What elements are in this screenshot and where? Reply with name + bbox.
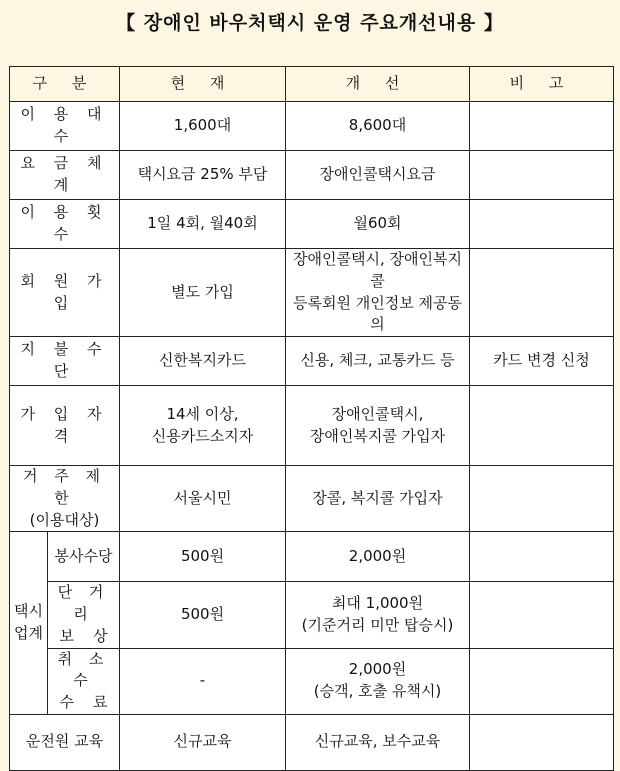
improved-cell: 장콜, 복지콜 가입자	[286, 466, 470, 532]
table-row	[10, 532, 614, 582]
current-cell: 500원	[120, 532, 286, 582]
note-cell	[470, 582, 614, 648]
note-cell	[470, 200, 614, 249]
note-cell	[470, 102, 614, 151]
improved-cell: 월60회	[286, 200, 470, 249]
row-label: 이 용 대 수	[10, 102, 120, 151]
note-cell	[470, 386, 614, 466]
table-row	[10, 466, 614, 532]
improved-cell: 신용, 체크, 교통카드 등	[286, 337, 470, 386]
improved-line: 2,000원	[348, 660, 407, 679]
current-line: 신용카드소지자	[151, 426, 254, 445]
improved-line: 장애인복지콜 가입자	[309, 426, 446, 445]
table-row	[10, 102, 614, 151]
current-cell: 1,600대	[120, 102, 286, 151]
page-title: 【 장애인 바우처택시 운영 주요개선내용 】	[116, 12, 504, 34]
improved-cell: 신규교육, 보수교육	[286, 714, 470, 770]
row-label-line: (이용대상)	[29, 510, 100, 529]
note-cell	[470, 466, 614, 532]
group-label-line: 업계	[14, 624, 43, 642]
improved-line: 최대 1,000원	[331, 594, 424, 613]
current-cell: 500원	[120, 582, 286, 648]
improved-line: (승객, 호출 유책시)	[313, 682, 442, 701]
current-cell: 신규교육	[120, 714, 286, 770]
row-label-line: 거 주 제 한	[22, 467, 106, 507]
current-cell: 별도 가입	[120, 249, 286, 337]
row-label-line: 취 소 수	[57, 649, 110, 690]
improved-cell	[286, 386, 470, 466]
improved-cell	[286, 249, 470, 337]
table-row	[10, 249, 614, 337]
improved-cell: 장애인콜택시요금	[286, 151, 470, 200]
table-row	[10, 582, 614, 648]
improved-cell	[286, 582, 470, 648]
note-cell: 카드 변경 신청	[470, 337, 614, 386]
row-label: 지 불 수 단	[10, 337, 120, 386]
note-cell	[470, 648, 614, 714]
row-label	[48, 582, 120, 648]
header-row	[10, 67, 614, 102]
current-line: 14세 이상,	[166, 404, 239, 423]
table-row	[10, 200, 614, 249]
table-row	[10, 714, 614, 770]
improved-line: (기준거리 미만 탑승시)	[301, 615, 454, 634]
improved-line: 등록회원 개인정보 제공동의	[293, 293, 462, 334]
current-cell: 서울시민	[120, 466, 286, 532]
improved-line: 장애인콜택시,	[331, 404, 424, 423]
current-cell: -	[120, 648, 286, 714]
header-category: 구 분	[10, 67, 120, 102]
improved-cell: 8,600대	[286, 102, 470, 151]
current-cell: 신한복지카드	[120, 337, 286, 386]
row-label-line: 보 상	[59, 626, 108, 645]
current-cell: 택시요금 25% 부담	[120, 151, 286, 200]
note-cell	[470, 249, 614, 337]
current-cell: 1일 4회, 월40회	[120, 200, 286, 249]
improved-cell	[286, 648, 470, 714]
note-cell	[470, 151, 614, 200]
improved-cell: 2,000원	[286, 532, 470, 582]
table-row	[10, 151, 614, 200]
header-improved: 개 선	[286, 67, 470, 102]
row-label: 운전원 교육	[10, 714, 120, 770]
row-label-line: 수 료	[59, 693, 108, 711]
row-label: 요 금 체 계	[10, 151, 120, 200]
row-label: 회 원 가 입	[10, 249, 120, 337]
row-label: 가 입 자 격	[10, 386, 120, 466]
row-label	[48, 648, 120, 714]
header-current: 현 재	[120, 67, 286, 102]
improved-line: 장애인콜택시, 장애인복지콜	[293, 250, 462, 290]
taxi-group-label	[10, 532, 48, 715]
table-row	[10, 648, 614, 714]
row-label	[10, 466, 120, 532]
group-label-line: 택시	[14, 602, 43, 621]
row-label: 이 용 횟 수	[10, 200, 120, 249]
note-cell	[470, 532, 614, 582]
current-cell	[120, 386, 286, 466]
note-cell	[470, 714, 614, 770]
table-row	[10, 386, 614, 466]
table-row	[10, 337, 614, 386]
header-note: 비 고	[470, 67, 614, 102]
row-label: 봉사수당	[48, 532, 120, 582]
improvement-table	[9, 66, 614, 771]
row-label-line: 단 거 리	[57, 583, 110, 623]
